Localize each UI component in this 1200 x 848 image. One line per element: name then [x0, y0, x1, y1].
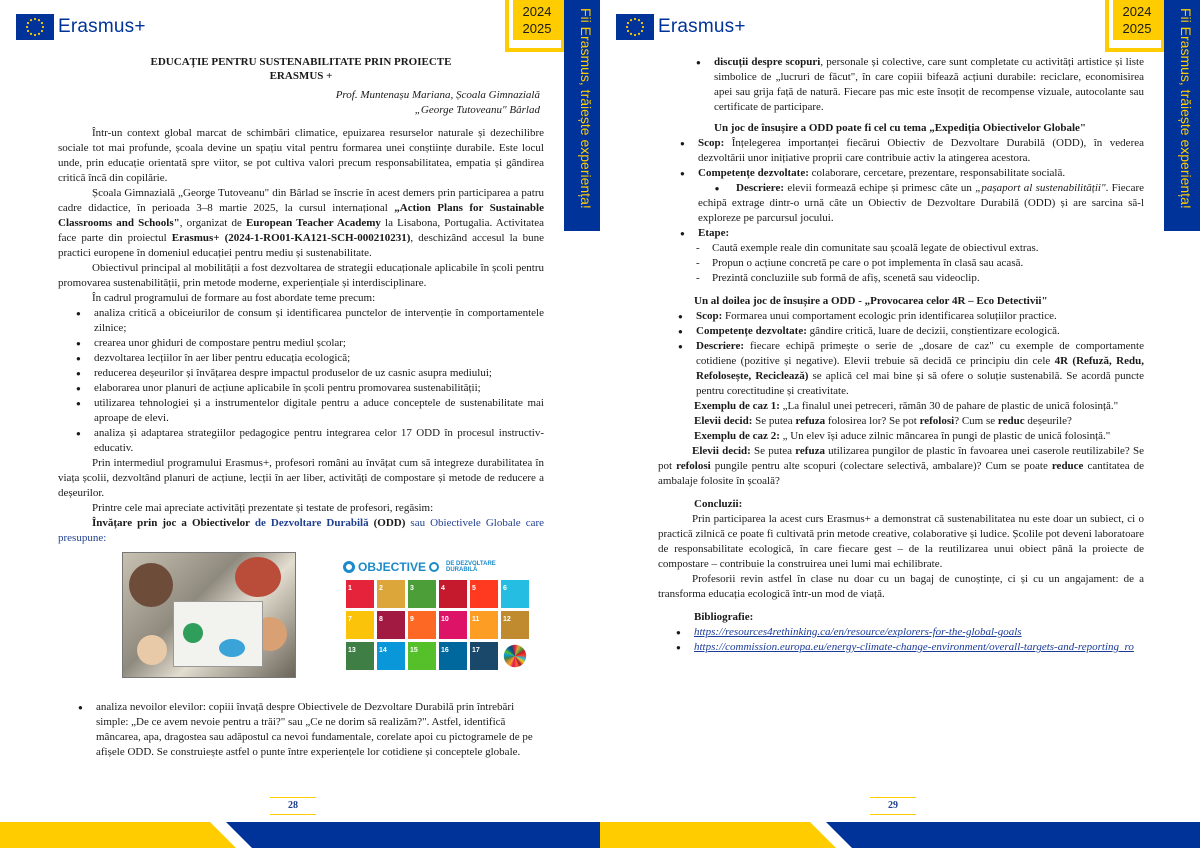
four-r-text: 4R (Refuză, Redu, Refolosește, Reciclează)	[696, 355, 1144, 382]
decision-text: deșeurile?	[1024, 415, 1072, 427]
odd-game-bold: Învățare prin joc a Obiectivelor	[92, 517, 255, 529]
sdg-tile: 6	[501, 580, 529, 608]
scope-text: Înțelegerea importanței fiecărui Obiectiv de Dezvoltare Durabilă (ODD), în vederea dezvoltării unor inițiative proprii care contribuie activ la atingerea acestora.	[698, 137, 1144, 164]
game2-title: Un al doilea joc de însușire a ODD - „Provocarea celor 4R – Eco Detectivii"	[694, 295, 1048, 307]
list-item: ● analiza critică a obiceiurilor de consum și identificarea punctelor de intervenție în comportamentele zilnice;	[94, 306, 544, 336]
sdg-ring-icon	[343, 561, 355, 573]
sdg-tile: 15	[408, 642, 436, 670]
year-start: 2024	[522, 4, 552, 19]
year-start: 2024	[1122, 4, 1152, 19]
list-item	[694, 640, 1144, 655]
decision-bold: refuza	[795, 415, 826, 427]
description-label: Descriere:	[736, 182, 785, 194]
list-item	[698, 136, 1144, 166]
case1-label: Exemplu de caz 1:	[694, 400, 780, 412]
decision-text: ? Cum se	[954, 415, 998, 427]
bibliography-list	[694, 625, 1144, 655]
game1-description: ● Descriere: elevii formează echipe și primesc câte un „pașaport al sustenabilității". Fiecare echipă extrage dintr-o urnă câte un Obiectiv de Dezvoltare Durabilă (ODD) și are sarcina să-l exploreze pe parcursul jocului.	[698, 182, 1144, 224]
academy-name: European Teacher Academy	[245, 217, 381, 229]
list-item: - Prezintă concluziile sub formă de afiș, scenetă sau videoclip.	[712, 271, 1144, 286]
paragraph-school	[58, 186, 544, 261]
conclusions-paragraph-1: Prin participarea la acest curs Erasmus+ a demonstrat că sustenabilitatea nu este doar un subiect, ci o practică zilnică ce poate fi cultivată prin metode creative, colaborative și ludice. Școlile pot deveni laboratoare de responsabilitate ecologică, în care fiecare gest – de la reutilizarea unui obiect până la proiecte de compostare – contribuie la construirea unei lumi mai echilibrate.	[658, 513, 1144, 570]
sdg-tile: 4	[439, 580, 467, 608]
sdg-tile	[504, 645, 526, 667]
title-line-1: EDUCAȚIE PENTRU SUSTENABILITATE PRIN PROIECTE	[150, 56, 452, 68]
sdg-subtitle	[446, 561, 496, 573]
page-number: 28	[270, 797, 316, 815]
sdg-tile: 11	[470, 611, 498, 639]
list-item	[696, 324, 1144, 339]
sdg-grid	[346, 580, 536, 670]
sdg-sub-line-1: DE DEZVOLTARE	[446, 561, 496, 567]
competences-label: Competențe dezvoltate:	[696, 325, 807, 337]
document-title	[58, 55, 544, 83]
p2-text-g: , deschizând accesul la bune practici europene în domeniul educației pentru mediu și sustenabilitate.	[58, 232, 544, 259]
goals-discussion-list	[714, 55, 1144, 115]
author-line-2: „George Tutoveanu" Bârlad	[414, 104, 540, 116]
bibliography-title: Bibliografie:	[694, 611, 754, 623]
game1-list	[698, 136, 1144, 181]
list-item: - Caută exemple reale din comunitate sau școală legate de obiectivul extras.	[712, 241, 1144, 256]
decision-bold: refolosi	[676, 460, 711, 472]
description-text-a: fiecare echipă primește o serie de „dosare de caz" cu exemple de comportamente cotidiene (pozitive și negative). Elevii trebuie să decidă ce principiu din cele	[696, 340, 1144, 367]
page-number: 29	[870, 797, 916, 815]
p2-text-a: Școala Gimnazială „George Tutoveanu" din Bârlad se înscrie în acest demers prin participarea a patru cadre didactice, în perioada 3–8 martie 2025, la cursul internațional	[58, 187, 544, 214]
paragraph-intro: Într-un context global marcat de schimbări climatice, epuizarea resurselor naturale și dezechilibre sociale tot mai profunde, școala devine un spațiu vital pentru formarea unei conștiințe durabile. Este locul unde, prin educație orientată spre viitor, se pot cultiva valori precum responsabilitatea, empatia și gândirea critică încă din copilărie.	[58, 127, 544, 184]
project-code: Erasmus+ (2024-1-RO01-KA121-SCH-000210231)	[171, 232, 411, 244]
left-content	[58, 55, 544, 760]
sdg-tile: 14	[377, 642, 405, 670]
brand-name: Erasmus+	[658, 16, 746, 37]
side-slogan: Fii Erasmus, trăiește experiența!	[578, 8, 594, 209]
title-line-2: ERASMUS +	[269, 70, 333, 82]
list-item: ● analiza nevoilor elevilor: copiii învață despre Obiectivele de Dezvoltare Durabilă prin întrebări simple: „De ce avem nevoie pentru a trăi?" sau „Ce ne dorim să realizăm?". Astfel, identifică mâncarea, apa, dragostea sau adăpostul ca nevoi fundamentale, corelate apoi cu pictogramele de pe afișele ODD. Se construiește astfel o punte între experiențele lor cotidiene și conceptele globale.	[96, 700, 544, 760]
brand-name: Erasmus+	[58, 16, 146, 37]
odd-game-blue: de Dezvoltare Durabilă	[254, 517, 369, 529]
decision-label: Elevii decid:	[692, 445, 751, 457]
scope-label: Scop:	[696, 310, 723, 322]
sdg-tile: 1	[346, 580, 374, 608]
sdg-tile: 10	[439, 611, 467, 639]
competences-label: Competențe dezvoltate:	[698, 167, 809, 179]
list-item: ● crearea unor ghiduri de compostare pentru mediul școlar;	[94, 336, 544, 351]
description-text-c: se aplică cel mai bine și să ofere o soluție sustenabilă. Se acordă puncte pentru corectitudine și creativitate.	[696, 370, 1144, 397]
list-item: - Propun o acțiune concretă pe care o pot implementa în clasă sau acasă.	[712, 256, 1144, 271]
sdg-title: OBJECTIVE	[358, 559, 427, 574]
sdg-tile: 8	[377, 611, 405, 639]
paragraph-activities: Printre cele mai apreciate activități prezentate și testate de profesori, regăsim:	[92, 502, 434, 514]
list-item	[698, 226, 1144, 241]
description-label: Descriere:	[696, 340, 745, 352]
sdg-wheel-icon	[429, 562, 439, 572]
decision-label: Elevii decid:	[694, 415, 753, 427]
list-item: ● dezvoltarea lecțiilor în aer liber pentru educația ecologică;	[94, 351, 544, 366]
decision-bold: reduce	[1051, 460, 1084, 472]
game1-title: Un joc de însușire a ODD poate fi cel cu tema „Expediția Obiectivelor Globale"	[714, 122, 1087, 134]
decision-text: folosirea lor? Se pot	[825, 415, 920, 427]
course-name: „Action Plans for Sustainable Classrooms and Schools"	[58, 202, 544, 229]
list-item	[714, 55, 1144, 115]
odd-game-abbr: (ODD)	[368, 517, 406, 529]
competences-text: colaborare, cercetare, prezentare, responsabilitate socială.	[808, 167, 1066, 179]
bottom-decoration	[600, 822, 1200, 848]
description-text-a: elevii formează echipe și primesc câte un	[784, 182, 976, 194]
decision-bold: reduc	[997, 415, 1025, 427]
case-2	[658, 429, 1144, 444]
scope-label: Scop:	[698, 137, 725, 149]
images-row	[58, 552, 544, 702]
list-item	[696, 339, 1144, 399]
decision-text: utilizarea pungilor de plastic în favoarea unei caserole reutilizabile? Se pot	[658, 445, 1145, 472]
author	[58, 88, 544, 118]
sdg-tile: 7	[346, 611, 374, 639]
sdg-tile: 13	[346, 642, 374, 670]
erasmus-logo	[16, 14, 146, 40]
sdg-tile: 2	[377, 580, 405, 608]
conclusions-title: Concluzii:	[694, 498, 743, 510]
sdg-sub-line-2: DURABILĂ	[446, 567, 478, 573]
paragraph-objective: Obiectivul principal al mobilității a fost dezvoltarea de strategii educaționale aplicabile în școli pentru promovarea sustenabilității, prin metode moderne, experiențiale și interdisciplinare.	[58, 262, 544, 289]
decision-text: cantitatea de ambalaje folosite în școală?	[658, 460, 1144, 487]
sdg-header	[340, 558, 536, 576]
topics-list	[94, 306, 544, 456]
sdg-tile: 17	[470, 642, 498, 670]
competences-text: gândire critică, luare de decizii, conștientizare ecologică.	[806, 325, 1060, 337]
eu-flag-icon	[616, 14, 654, 40]
p2-text-c: , organizat de	[179, 217, 246, 229]
sdg-tile: 3	[408, 580, 436, 608]
list-item	[694, 625, 1144, 640]
erasmus-logo	[616, 14, 746, 40]
bibliography-link[interactable]: https://resources4rethinking.ca/en/resource/explorers-for-the-global-goals	[694, 626, 1022, 638]
description-text-c: . Fiecare echipă extrage dintr-o urnă câte un Obiectiv de Dezvoltare Durabilă (ODD) și are sarcina să-l exploreze pe parcursul jocului.	[698, 182, 1144, 224]
author-line-1: Prof. Muntenașu Mariana, Școala Gimnazială	[335, 89, 540, 101]
goals-text: , personale și colective, care sunt completate cu activități artistice și liste simbolice de „lucruri de făcut", în care copiii bifează acțiuni durabile: reciclare, economisirea apei sau grija față de natură. Fiecare pas mic este însoțit de recompense vizuale, autocolante sau certificate de participare.	[714, 56, 1144, 113]
list-item: ● elaborarea unor planuri de acțiune aplicabile în școli pentru promovarea sustenabilității;	[94, 381, 544, 396]
paragraph-odd-game	[58, 516, 544, 546]
eu-flag-icon	[16, 14, 54, 40]
list-item: ● utilizarea tehnologiei și a instrumentelor digitale pentru a aduce conceptele de sustenabilitate mai aproape de elevi.	[94, 396, 544, 426]
goals-label: discuții despre scopuri	[714, 56, 821, 68]
side-slogan: Fii Erasmus, trăiește experiența!	[1178, 8, 1194, 209]
list-item	[696, 309, 1144, 324]
case-1	[658, 399, 1144, 414]
paragraph-topics-intro: În cadrul programului de formare au fost abordate teme precum:	[92, 292, 376, 304]
classroom-photo	[122, 552, 296, 678]
year-box	[1113, 0, 1161, 40]
list-item: ● reducerea deșeurilor și învățarea despre impactul produselor de uz casnic asupra mediului;	[94, 366, 544, 381]
decision-text: Se putea	[752, 415, 796, 427]
steps-label: Etape:	[698, 227, 730, 239]
bottom-decoration	[0, 822, 600, 848]
year-end: 2025	[1122, 21, 1152, 36]
year-box	[513, 0, 561, 40]
passport-text: „pașaport al sustenabilității"	[975, 182, 1106, 194]
paragraph-erasmus: Prin intermediul programului Erasmus+, profesori români au învățat cum să integreze durabilitatea în viața școlii, dezvoltând planuri de acțiune, lecții în aer liber, activități de compostare și metode de reducere a deșeurilor.	[58, 457, 544, 499]
decision-bold: refuza	[795, 445, 825, 457]
case2-text: „ Un elev își aduce zilnic mâncarea în pungi de plastic de unică folosință."	[779, 430, 1111, 442]
conclusions-paragraph-2: Profesorii revin astfel în clase nu doar cu un bagaj de cunoștințe, ci și cu un angajament: de a transforma educația ecologică într-un mod de viață.	[658, 573, 1144, 600]
right-page	[600, 0, 1200, 848]
sdg-tile: 12	[501, 611, 529, 639]
case2-label: Exemplu de caz 2:	[694, 430, 780, 442]
needs-list	[96, 700, 544, 760]
list-item: ● analiza și adaptarea strategiilor pedagogice pentru integrarea celor 17 ODD în procesul instructiv-educativ.	[94, 426, 544, 456]
case-1-decision	[658, 414, 1144, 429]
sdg-tile: 16	[439, 642, 467, 670]
decision-bold: refolosi	[919, 415, 955, 427]
bibliography-link[interactable]: https://commission.europa.eu/energy-climate-change-environment/overall-targets-and-reporting_ro	[694, 641, 1134, 653]
right-content	[658, 55, 1144, 655]
odd-game-tail: sau Obiectivele Globale care presupune:	[58, 517, 545, 544]
game2-list	[696, 309, 1144, 399]
game1-steps-heading	[698, 226, 1144, 241]
sdg-tile: 9	[408, 611, 436, 639]
scope-text: Formarea unui comportament ecologic prin identificarea soluțiilor practice.	[722, 310, 1057, 322]
year-end: 2025	[522, 21, 552, 36]
p2-text-e: la Lisabona, Portugalia. Activitatea face parte din proiectul	[58, 217, 544, 244]
case-2-decision	[658, 444, 1144, 489]
decision-text: Se putea	[750, 445, 796, 457]
sdg-poster	[340, 558, 536, 682]
game1-steps	[712, 241, 1144, 286]
sdg-tile: 5	[470, 580, 498, 608]
decision-text: pungile pentru alte scopuri (colectare selectivă, ambalare)? Cum se poate	[710, 460, 1052, 472]
case1-text: „La finalul unei petreceri, rămân 30 de pahare de plastic de unică folosință."	[779, 400, 1119, 412]
list-item	[698, 166, 1144, 181]
